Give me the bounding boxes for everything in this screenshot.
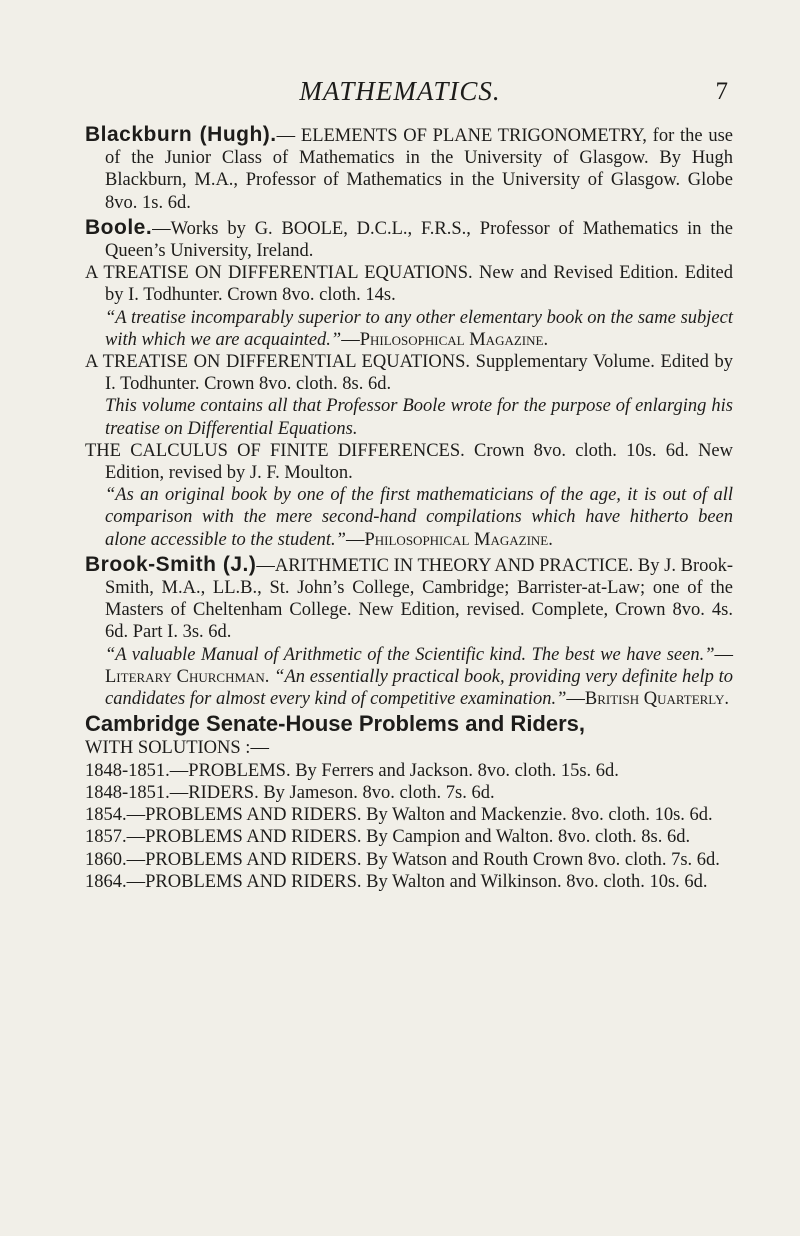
page-header [0,76,800,110]
list-item-text: 1860.—PROBLEMS AND RIDERS. By Watson and Routh Crown 8vo. cloth. 7s. 6d. [85,849,720,870]
list-item-text: 1848-1851.—PROBLEMS. By Ferrers and Jackson. 8vo. cloth. 15s. 6d. [85,760,619,781]
author-name: Boole. [85,215,153,239]
list-item-text: 1848-1851.—RIDERS. By Jameson. 8vo. cloth. 7s. 6d. [85,782,495,803]
book-description: Crown 8vo. cloth. 10s. 6d. New Edition, revised by J. F. Moulton. [105,440,733,484]
entry-brook-smith [85,554,733,710]
entry-cambridge [85,713,733,893]
entry-boole [85,217,733,551]
review-source: —Philosophical Magazine. [341,329,549,350]
book-title: — ELEMENTS OF PLANE TRIGONOMETRY, [276,126,647,146]
review-quote: “An essentially practical book, providing very definite help to candidates for almost every kind of competitive examination.” [105,666,734,710]
list-item-text: 1854.—PROBLEMS AND RIDERS. By Walton and Mackenzie. 8vo. cloth. 10s. 6d. [85,805,713,826]
section-subheading: WITH SOLUTIONS :— [85,738,269,759]
book-description: for the use of the Junior Class of Mathematics in the University of Glasgow. By Hugh Blackburn, M.A., Professor of Mathematics in the University of Glasgow. Globe 8vo. 1s. 6d. [105,126,734,213]
list-item [85,804,733,826]
author-name: Brook-Smith (J.) [85,552,257,576]
list-item-text: 1864.—PROBLEMS AND RIDERS. By Walton and Wilkinson. 8vo. cloth. 10s. 6d. [85,871,708,892]
author-name: Blackburn (Hugh). [85,123,277,146]
book-note: This volume contains all that Professor Boole wrote for the purpose of enlarging his treatise on Differential Equations. [105,396,733,439]
book-title: A TREATISE ON DIFFERENTIAL EQUATIONS. [85,263,473,284]
list-item [85,826,733,848]
book-description: By J. Brook-Smith, M.A., LL.B., St. John’s College, Cambridge; Barrister-at-Law; one of the Masters of Cheltenham College. New Edition, revised. Complete, Crown 8vo. 4s. 6d. Part I. 3s. 6d. [105,555,734,643]
list-item [85,782,733,804]
book-description: Supplementary Volume. Edited by I. Todhunter. Crown 8vo. cloth. 8s. 6d. [105,352,733,395]
entry-blackburn [85,124,733,214]
author-description: —Works by G. BOOLE, D.C.L., F.R.S., Professor of Mathematics in the Queen’s University, Ireland. [105,218,733,262]
list-item [85,871,733,893]
review-source: —Literary Churchman. [105,644,733,687]
book-title: A TREATISE ON DIFFERENTIAL EQUATIONS. [85,352,470,373]
review-quote: “A treatise incomparably superior to any other elementary book on the same subject with which we are acquainted.” [105,307,733,350]
page-number: 7 [715,78,728,105]
list-item [85,849,733,871]
section-heading: Cambridge Senate-House Problems and Riders, [85,711,586,737]
book-title: —ARITHMETIC IN THEORY AND PRACTICE. [256,555,634,576]
book-title: THE CALCULUS OF FINITE DIFFERENCES. [85,440,465,461]
running-title: MATHEMATICS. [299,76,501,106]
review-source: —Philosophical Magazine. [345,529,553,550]
review-source: —British Quarterly. [566,689,729,710]
list-item-text: 1857.—PROBLEMS AND RIDERS. By Campion and Walton. 8vo. cloth. 8s. 6d. [85,827,691,848]
list-item [85,760,733,782]
book-description: New and Revised Edition. Edited by I. Todhunter. Crown 8vo. cloth. 14s. [105,263,733,306]
catalogue-listing [85,124,733,896]
review-quote: “A valuable Manual of Arithmetic of the Scientific kind. The best we have seen.” [105,644,715,665]
review-quote: “As an original book by one of the first mathematicians of the age, it is out of all comparison with the mere second-hand compilations which have hitherto been alone accessible to the student.” [105,485,733,550]
